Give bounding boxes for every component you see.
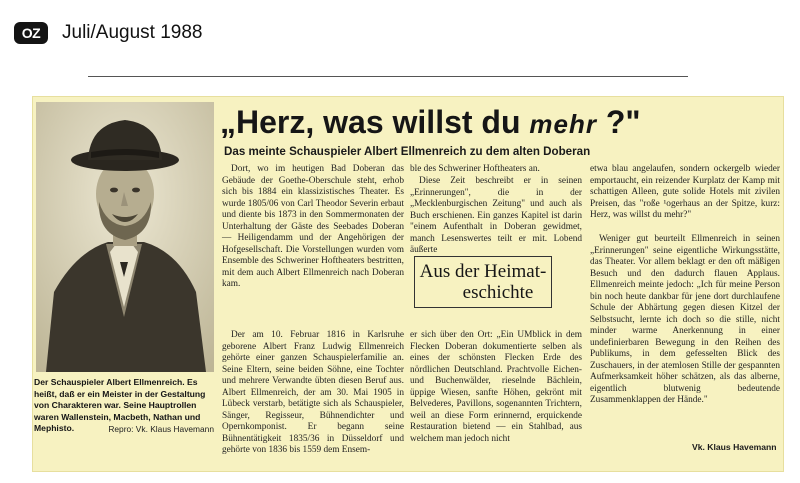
section-box-line-1: Aus der Heimat- (419, 261, 547, 282)
article-column-3-paragraph-2: Weniger gut beurteilt Ellmenreich in seinen „Erinnerungen" seine eigentliche Wirkungsstätte, das Theater. Vor allem beklagt er den oft mäßigen Besuch und den dadurch flauen Applaus. Ellmenreich meinte jedoch: „Ich für meine Person bin noch heute dankbar für jene dort durchlaufene Schule der Abhärtung gegen diesen Kitzel der Selbstsucht, lernte ich doch so die stille, nicht minder warme Anerkennung in einer undefinierbaren Bewegung in den Reihen des Publikums, in dem gefesselten Blick des Zuschauers, in der atemlosen Stille der gespannten Aufmerksamkeit höher schätzen, als das alberne, eigentlich blutwenig bedeutende Zusammenklappen der Hände." (590, 234, 780, 405)
headline (220, 104, 780, 142)
section-box (414, 256, 552, 308)
divider (88, 76, 688, 77)
headline-emphasis: mehr (529, 109, 597, 139)
photo-caption: Der Schauspieler Albert Ellmenreich. Es heißt, daß er ein Meister in der Gestaltung von Charakteren war. Seine Hauptrollen waren Wallenstein, Macbeth, Nathan und Mephisto. (34, 377, 206, 434)
masthead (14, 20, 203, 46)
article-column-2-paragraph-2: Diese Zeit beschreibt er in seinen „Erinnerungen", die in der „Mecklenburgischen Zeitung" und auch als Buch erschienen. Ein ganzes Kapitel ist darin "einem Aufenthalt in Doberan gewidmet, manch Lesenswertes teilt er mit. Lobend äußerte (410, 176, 582, 255)
oz-logo: OZ (14, 22, 48, 44)
portrait-photo (36, 102, 214, 372)
article-column-1-paragraph-1: Dort, wo im heutigen Bad Doberan das Gebäude der Goethe-Oberschule steht, erhob sich bis 1884 ein klassizistisches Theater. Es wurde 1805/06 von Carl Theodor Severin erbaut und diente bis 1873 in den Sommermonaten der Unterhaltung der Gäste des Seebades Doberan — Heiligendamm und der Angehörigen der Hofgesellschaft. Die Vorstellungen wurden vom Ensemble des Schweriner Hoftheaters bestritten, mit dem auch Albert Ellmenreich nach Doberan kam. (222, 164, 404, 289)
byline: Vk. Klaus Havemann (692, 442, 777, 452)
article-column-2-paragraph-1: ble des Schweriner Hoftheaters an. (410, 164, 540, 174)
photo-credit: Repro: Vk. Klaus Havemann (108, 424, 214, 434)
issue-date: Juli/August 1988 (62, 22, 203, 43)
article-column-2-paragraph-3: er sich über den Ort: „Ein UMblick in dem Flecken Doberan dokumentierte selben als eines der schönsten Flecken Erde des nördlichen Deutschland. Prachtvolle Eichen- und Buchenwälder, rieselnde Bächlein, üppige Wiesen, sanfte Höhen, gekrönt mit Belvederes, Pavillons, sogenannten Trichtern, weil an diese Form erinnernd, erquickende Restauration bietend — ein Stahlbad, aus welchem man jedoch nicht (410, 330, 582, 444)
section-box-line-2: eschichte (462, 282, 534, 303)
headline-part-1: „Herz, was willst du (220, 104, 530, 140)
article-column-3-paragraph-1: etwa blau angelaufen, sondern ockergelb wieder emportaucht, ein reizender Kurplatz der Kamp mit schattigen Alleen, gute solide Hotels mit zivilen Preisen, das "roße ¹ogerhaus an der Spitze, kurz: Herz, was willst du mehr?" (590, 164, 780, 220)
subheadline: Das meinte Schauspieler Albert Ellmenreich zu dem alten Doberan (224, 145, 591, 158)
newspaper-clipping (32, 96, 784, 472)
headline-part-2: ?" (596, 104, 641, 140)
article-column-1-paragraph-2: Der am 10. Februar 1816 in Karlsruhe geborene Albert Franz Ludwig Ellmenreich gehörte einer ganzen Schauspielerfamilie an. Seine Eltern, seine beiden Söhne, eine Tochter und mehrere Verwandte übten diesen Beruf aus. Albert Ellmenreich, der am 30. Mai 1905 in Lübeck verstarb, betätigte sich als Schauspieler, Sänger, Regisseur, Bühnendichter und Opernkomponist. Er begann seine Bühnentätigkeit 1835/36 in Düsseldorf und gehörte von 1836 bis 1559 dem Ensem- (222, 330, 404, 455)
